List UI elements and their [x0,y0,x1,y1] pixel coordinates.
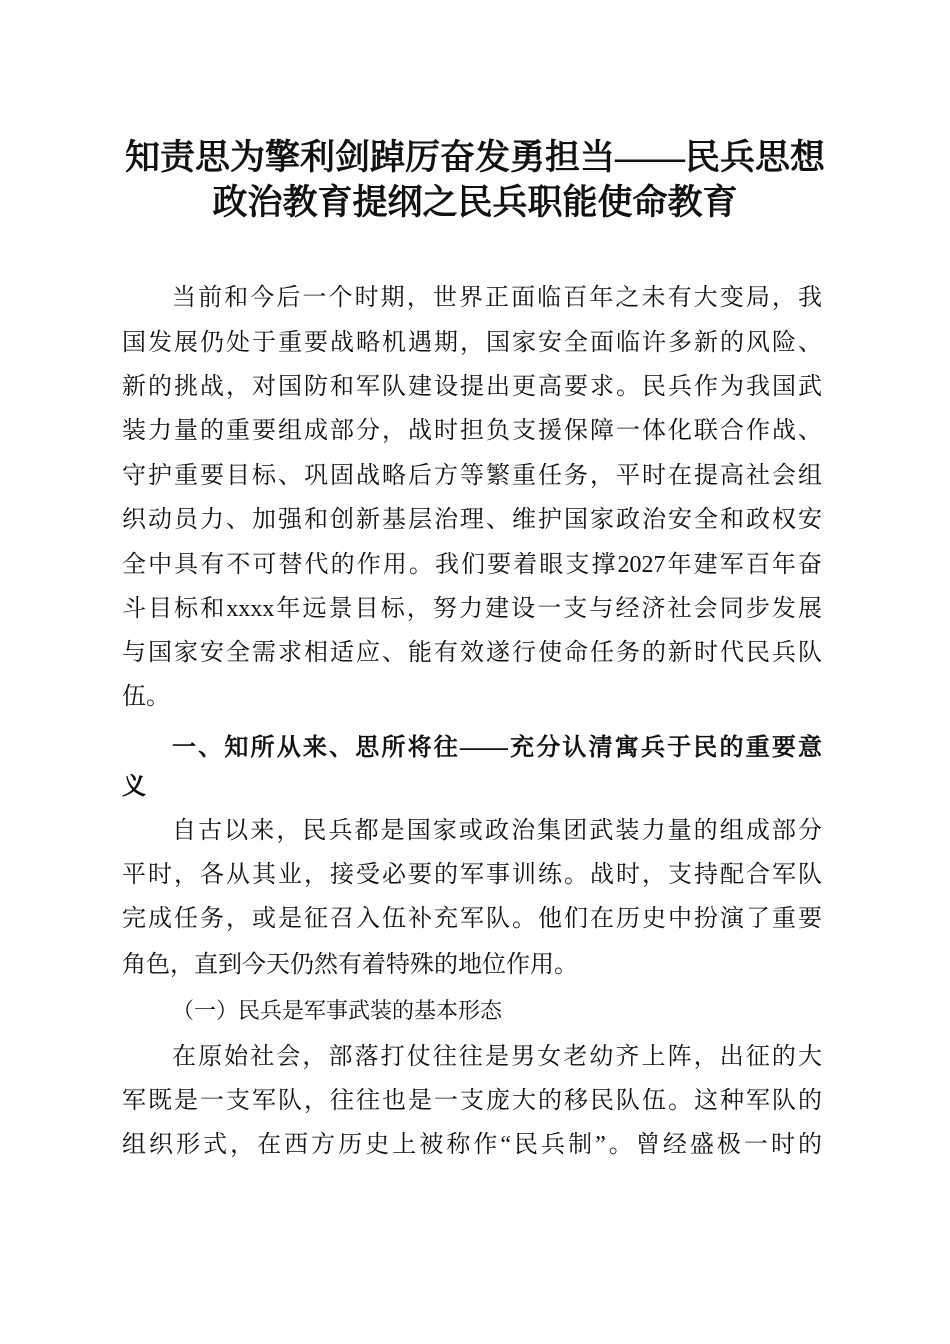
text-line: 织动员力、加强和创新基层治理、维护国家政治安全和政权安 [122,507,822,533]
subsection-1-heading: （一）民兵是军事武装的基本形态 [172,998,503,1023]
heading-line: 义 [122,774,146,800]
text-line: 与国家安全需求相适应、能有效遂行使命任务的新时代民兵队 [122,640,822,666]
document-title-line-2: 政治教育提纲之民兵职能使命教育 [212,183,738,222]
heading-line: 一、知所从来、思所将往——充分认清寓兵于民的重要意 [172,735,822,761]
text-line: 装力量的重要组成部分，战时担负支援保障一体化联合作战、 [122,418,822,444]
text-line: 国发展仍处于重要战略机遇期，国家安全面临许多新的风险、 [122,330,822,356]
text-line: 新的挑战，对国防和军队建设提出更高要求。民兵作为我国武 [122,374,822,400]
text-line: 斗目标和xxxx年远景目标，努力建设一支与经济社会同步发展 [122,596,822,622]
text-line: 在原始社会，部落打仗往往是男女老幼齐上阵，出征的大 [172,1044,822,1070]
text-line: 守护重要目标、巩固战略后方等繁重任务，平时在提高社会组 [122,463,822,489]
text-line: 完成任务，或是征召入伍补充军队。他们在历史中扮演了重要 [122,906,822,932]
text-line: 角色，直到今天仍然有着特殊的地位作用。 [122,952,578,978]
text-line: 全中具有不可替代的作用。我们要着眼支撑2027年建军百年奋 [122,552,822,578]
text-line: 自古以来，民兵都是国家或政治集团武装力量的组成部分 [172,818,822,844]
document-title-line-1: 知责思为擎利剑踔厉奋发勇担当——民兵思想 [124,138,825,177]
text-line: 伍。 [122,684,170,710]
text-line: 军既是一支军队，往往也是一支庞大的移民队伍。这种军队的 [122,1088,822,1114]
text-line: 组织形式，在西方历史上被称作“民兵制”。曾经盛极一时的 [122,1132,822,1158]
text-line: 当前和今后一个时期，世界正面临百年之未有大变局，我 [172,285,822,311]
text-line: 平时，各从其业，接受必要的军事训练。战时，支持配合军队 [122,862,822,888]
